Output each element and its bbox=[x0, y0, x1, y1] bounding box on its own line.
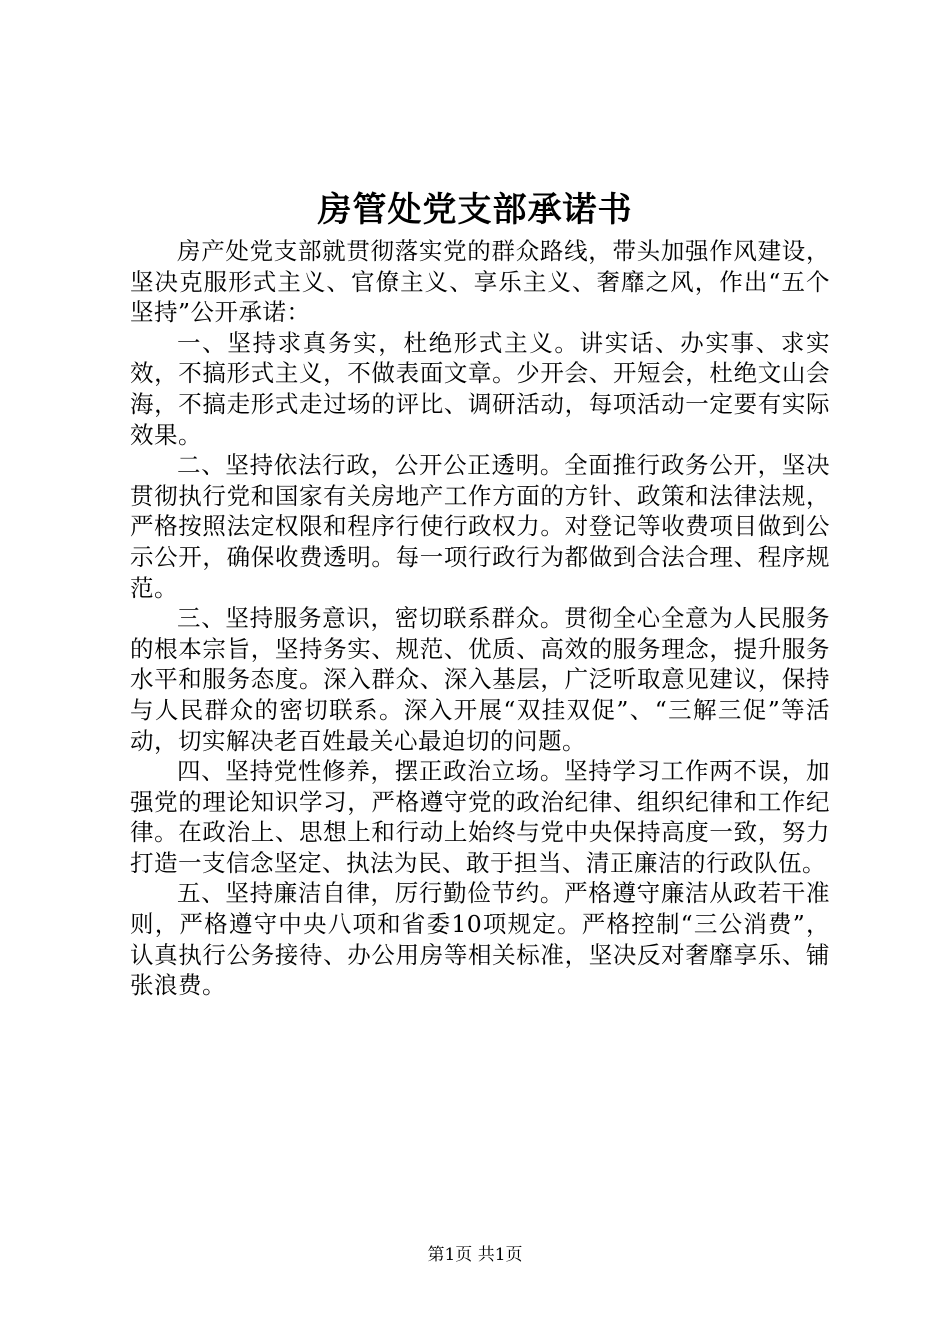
commitment-paragraph-2: 二、坚持依法行政，公开公正透明。全面推行政务公开，坚决贯彻执行党和国家有关房地产工作方面的方针、政策和法律法规，严格按照法定权限和程序行使行政权力。对登记等收费项目做到公示公开，确保收费透明。每一项行政行为都做到合法合理、程序规范。 bbox=[130, 451, 830, 602]
intro-paragraph: 房产处党支部就贯彻落实党的群众路线，带头加强作风建设，坚决克服形式主义、官僚主义、享乐主义、奢靡之风，作出“五个坚持”公开承诺： bbox=[130, 237, 830, 327]
page-footer: 第1页 共1页 bbox=[427, 1245, 523, 1265]
commitment-paragraph-1: 一、坚持求真务实，杜绝形式主义。讲实话、办实事、求实效，不搞形式主义，不做表面文章。少开会、开短会，杜绝文山会海，不搞走形式走过场的评比、调研活动，每项活动一定要有实际效果。 bbox=[130, 328, 830, 449]
document-title: 房管处党支部承诺书 bbox=[317, 190, 633, 230]
commitment-paragraph-3: 三、坚持服务意识，密切联系群众。贯彻全心全意为人民服务的根本宗旨，坚持务实、规范、优质、高效的服务理念，提升服务水平和服务态度。深入群众、深入基层，广泛听取意见建议，保持与人民群众的密切联系。深入开展“双挂双促”、“三解三促”等活动，切实解决老百姓最关心最迫切的问题。 bbox=[130, 604, 830, 755]
commitment-paragraph-5: 五、坚持廉洁自律，厉行勤俭节约。严格遵守廉洁从政若干准则，严格遵守中央八项和省委10项规定。严格控制“三公消费”，认真执行公务接待、办公用房等相关标准，坚决反对奢靡享乐、铺张浪费。 bbox=[130, 879, 830, 1000]
document-body bbox=[130, 236, 830, 1001]
commitment-paragraph-4: 四、坚持党性修养，摆正政治立场。坚持学习工作两不误，加强党的理论知识学习，严格遵守党的政治纪律、组织纪律和工作纪律。在政治上、思想上和行动上始终与党中央保持高度一致，努力打造一支信念坚定、执法为民、敢于担当、清正廉洁的行政队伍。 bbox=[130, 757, 830, 877]
